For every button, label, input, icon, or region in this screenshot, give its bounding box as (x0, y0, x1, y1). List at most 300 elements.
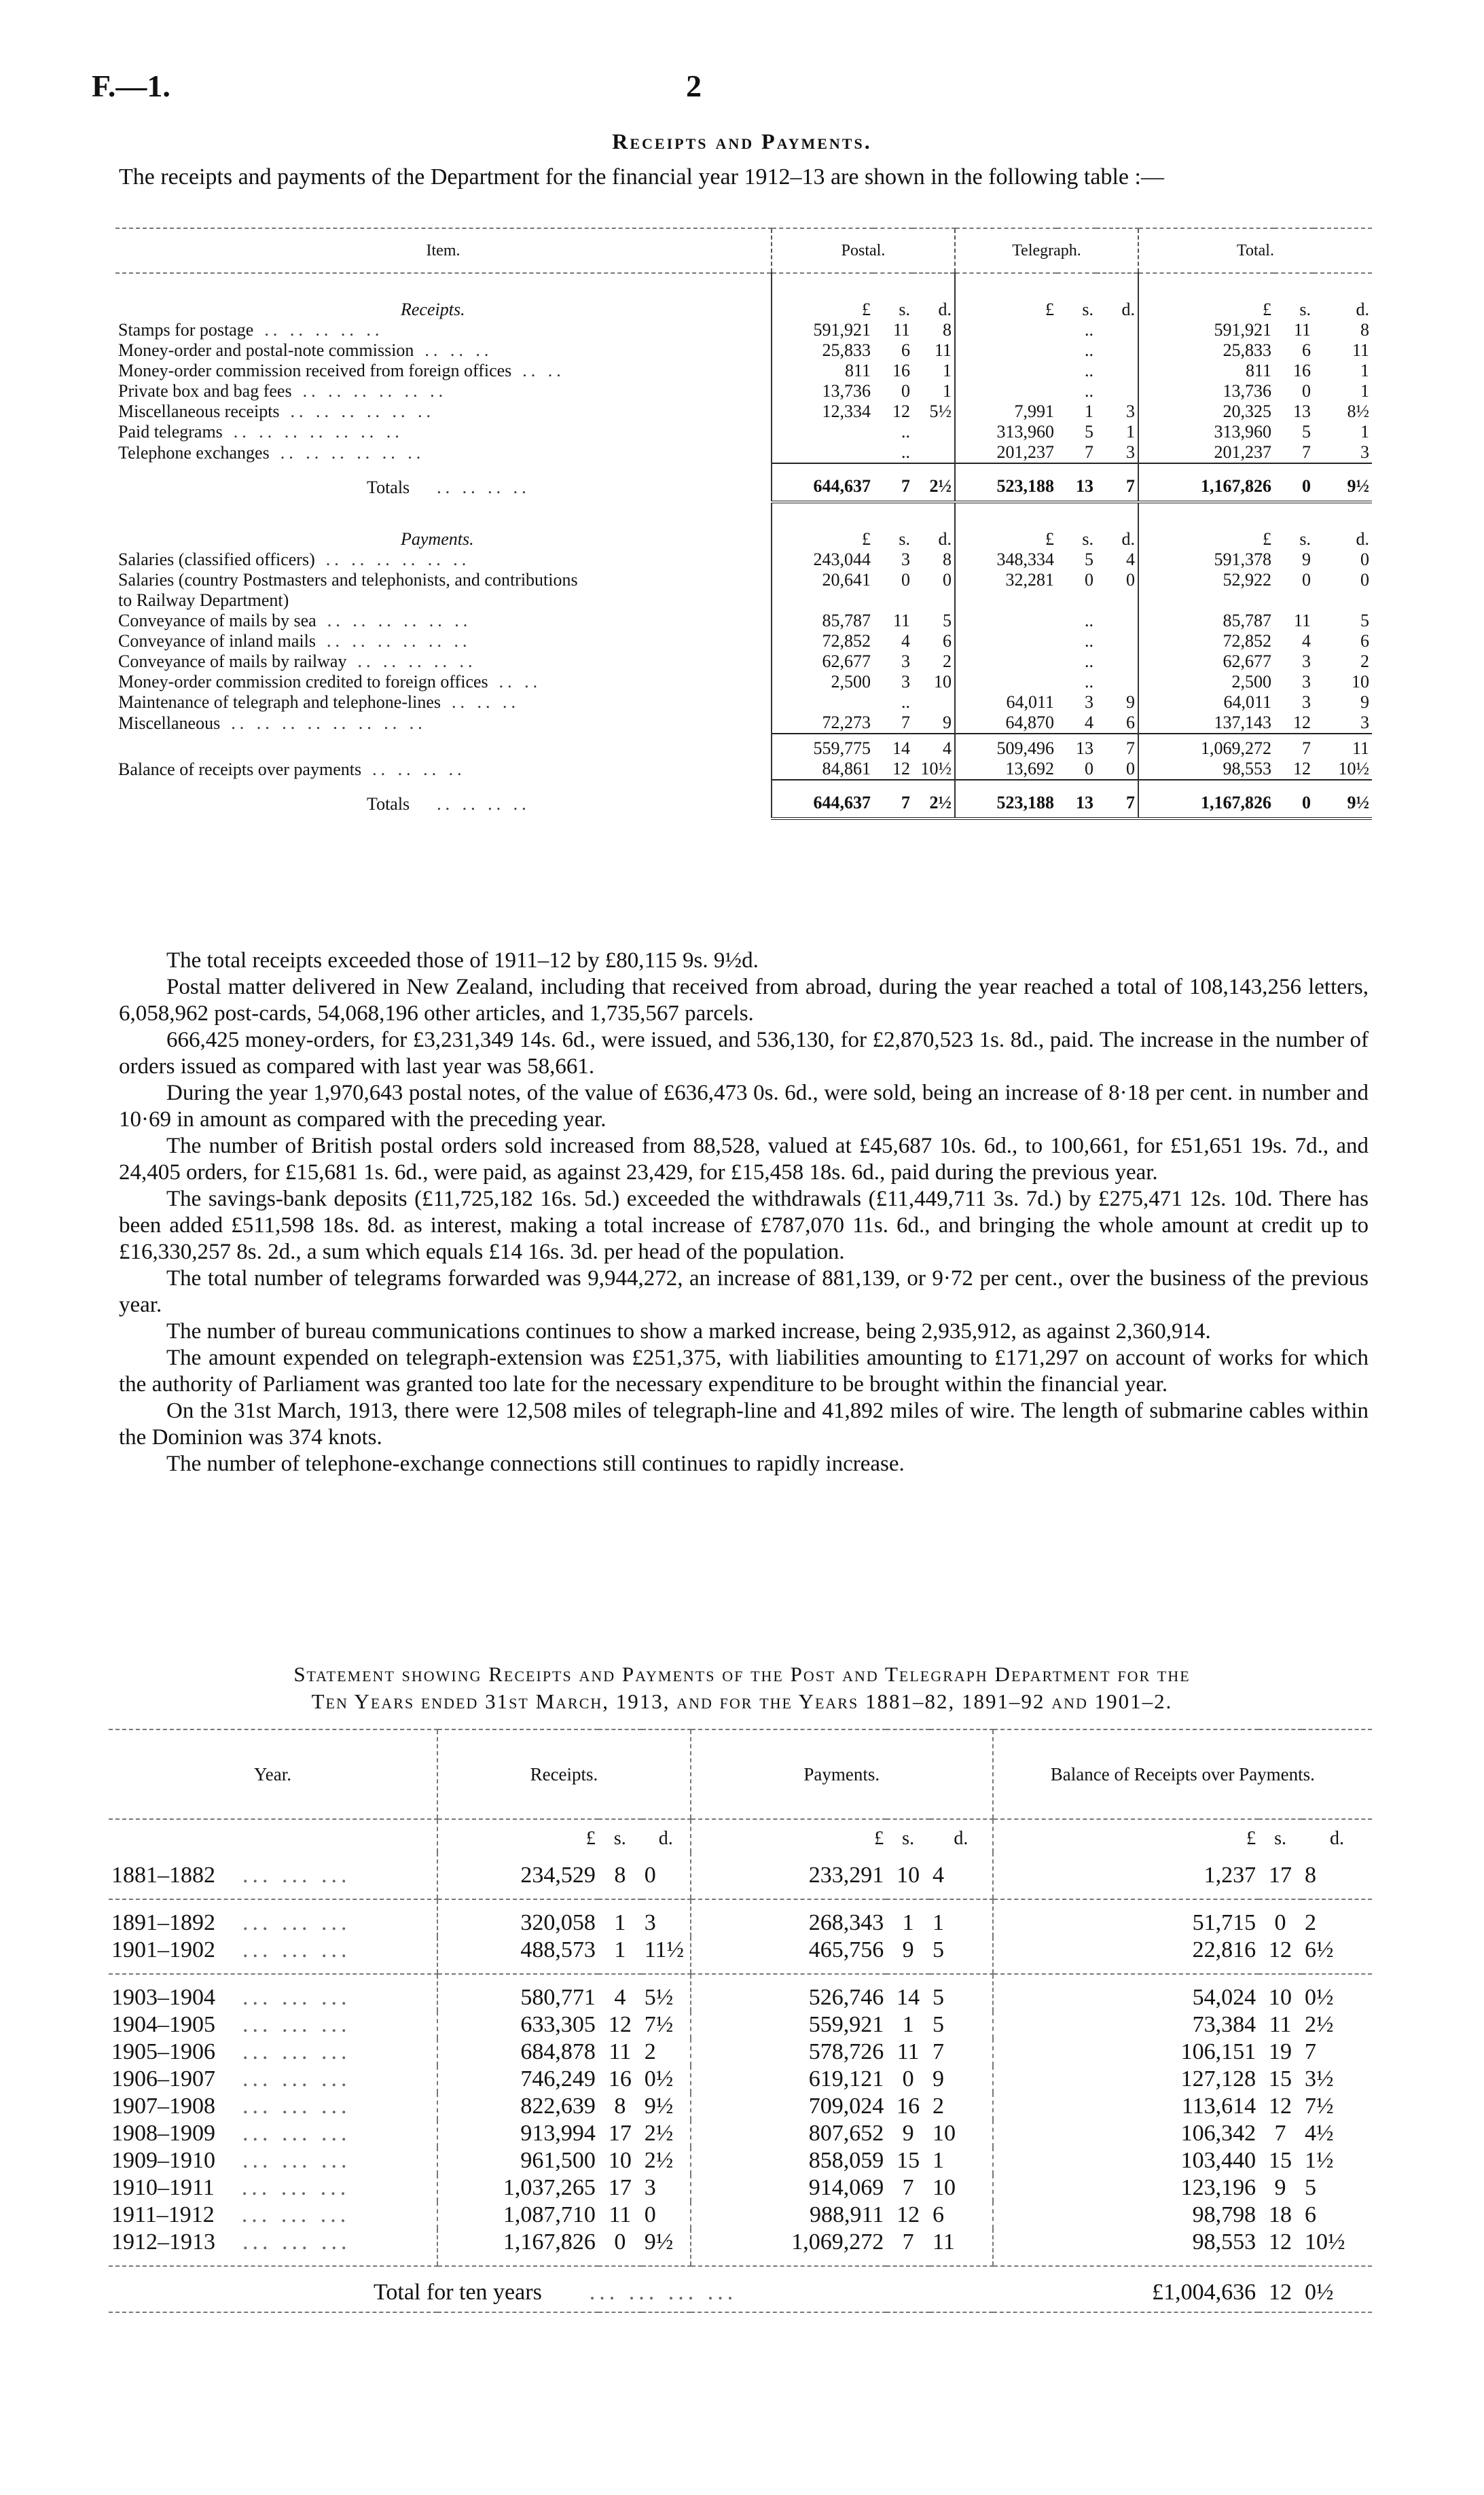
body-text (119, 948, 1369, 1477)
amount-cell: 465,756 (691, 1937, 886, 1974)
amount-cell: 591,921 (1138, 320, 1274, 340)
amount-cell: .. (1085, 631, 1093, 651)
paragraph: The number of bureau communications continues to show a marked increase, being 2,935,912, as against 2,360,914. (166, 1319, 1211, 1344)
amount-cell: 10 (934, 672, 952, 692)
amount-cell: 62,677 (1138, 651, 1274, 672)
amount-cell (1096, 361, 1138, 381)
amount-cell: 10 (1269, 1985, 1292, 2010)
subtotal-amount: 7 (1096, 734, 1138, 759)
amount-cell: 11 (609, 2039, 632, 2064)
amount-cell: 10 (886, 1852, 930, 1899)
year-label: 1906–1907 (111, 2066, 215, 2092)
currency-unit: d. (1329, 1828, 1344, 1849)
item-label (115, 570, 772, 590)
amount-cell: 6 (943, 631, 952, 651)
amount-cell: 4 (930, 1852, 993, 1899)
amount-cell: 98,798 (993, 2202, 1259, 2229)
paragraph: The amount expended on telegraph-extension was £251,375, with liabilities amounting to £171,297 on account of works for which the authority of Parliament was granted too late for the necessary expenditure to be brought within the financial year. (119, 1346, 1369, 1397)
amount-cell: 0 (902, 2066, 914, 2092)
col-header-receipts: Receipts. (437, 1729, 691, 1819)
amount-cell: .. (901, 422, 910, 442)
year-label: 1904–1905 (111, 2012, 215, 2037)
amount-cell: 5 (1360, 611, 1369, 630)
amount-cell: 7½ (1304, 2094, 1334, 2119)
amount-cell: 580,771 (437, 1974, 598, 2011)
amount-cell: 2 (644, 2039, 656, 2064)
amount-cell: 0½ (644, 2066, 674, 2092)
amount-cell: 0 (1085, 759, 1093, 778)
amount-cell: 8 (943, 320, 952, 340)
item-text: Paid telegrams (118, 422, 223, 442)
amount-cell: 3 (901, 672, 910, 692)
currency-unit: s. (1274, 1828, 1286, 1849)
currency-unit: £ (437, 1819, 598, 1852)
amount-cell: 5 (943, 611, 952, 630)
amount-cell: 16 (892, 361, 910, 380)
amount-cell: 5 (1304, 2175, 1316, 2200)
amount-cell: 64,011 (955, 692, 1057, 713)
leader-dots: ... ... ... (242, 2148, 351, 2173)
amount-cell: 811 (772, 361, 873, 381)
leader-dots: .. .. (522, 361, 565, 380)
amount-cell: 3 (1126, 442, 1135, 462)
amount-cell: 22,816 (993, 1937, 1259, 1974)
item-label (115, 692, 772, 713)
leader-dots: .. .. .. (452, 692, 520, 712)
amount-cell: 0 (644, 2202, 656, 2227)
amount-cell: 15 (1269, 2066, 1292, 2092)
currency-unit: £ (772, 273, 873, 320)
amount-cell (772, 692, 873, 713)
receipt-row (115, 422, 1372, 442)
section-title: Receipts and Payments. (612, 129, 872, 154)
amount-cell: 8 (1302, 1852, 1372, 1899)
amount-cell (955, 631, 1057, 651)
year-cell (109, 1974, 437, 2011)
total-text: Total for ten years (374, 2280, 542, 2305)
year-label: 1909–1910 (111, 2148, 215, 2173)
item-label (115, 550, 772, 570)
amount-cell: 578,726 (691, 2039, 886, 2066)
amount-cell (955, 361, 1057, 381)
spacer-cell (109, 1819, 437, 1852)
table-header-row (109, 1729, 1372, 1819)
receipt-row (115, 381, 1372, 401)
amount-cell: 348,334 (955, 550, 1057, 570)
leader-dots: .. .. .. (424, 340, 493, 360)
amount-cell: 0 (901, 570, 910, 590)
amount-cell: 2½ (644, 2121, 674, 2146)
leader-dots: .. .. .. .. .. .. .. (233, 422, 403, 442)
amount-cell: 84,861 (772, 759, 873, 780)
total-label (115, 780, 772, 819)
amount-cell: 52,922 (1138, 570, 1274, 590)
amount-cell (772, 442, 873, 463)
leader-dots: ... ... ... (242, 1910, 351, 1935)
amount-cell: 201,237 (1138, 442, 1274, 463)
amount-cell: 5 (933, 1985, 945, 2010)
item-label (115, 651, 772, 672)
amount-cell: 72,273 (772, 713, 873, 734)
paragraph: 666,425 money-orders, for £3,231,349 14s. 6d., were issued, and 536,130, for £2,870,523 1s. 8d., paid. The increase in the number of orders issued as compared with last year was 58,661. (119, 1028, 1369, 1079)
currency-unit: d. (658, 1828, 673, 1849)
year-cell (109, 1937, 437, 1974)
amount-cell: 19 (1269, 2039, 1292, 2064)
item-text: Money-order commission credited to foreign offices (118, 672, 488, 692)
statement-heading (0, 1661, 1484, 1715)
year-row (109, 1937, 1372, 1974)
amount-cell: 6 (1304, 2202, 1316, 2227)
total-amount: 7 (1096, 780, 1138, 819)
amount-cell (1096, 611, 1138, 631)
amount-cell: 5 (1302, 422, 1311, 442)
amount-cell: 123,196 (993, 2174, 1259, 2202)
payment-row (115, 631, 1372, 651)
year-cell (109, 2147, 437, 2174)
amount-cell: 1 (1360, 381, 1369, 401)
year-row (109, 2202, 1372, 2229)
payment-row (115, 550, 1372, 570)
leader-dots: .. .. .. .. .. .. (325, 550, 471, 569)
currency-unit: s. (899, 300, 910, 319)
amount-cell: 1 (1360, 361, 1369, 380)
amount-cell: 1 (1126, 422, 1135, 442)
amount-cell: 17 (608, 2121, 632, 2146)
total-label (115, 463, 772, 502)
amount-cell: .. (1085, 611, 1093, 630)
amount-cell: 14 (897, 1985, 920, 2010)
year-label: 1911–1912 (111, 2202, 215, 2227)
amount-cell: 8 (943, 550, 952, 569)
currency-unit: s. (1299, 529, 1311, 549)
amount-cell: 6 (1126, 713, 1135, 732)
amount-cell: 3 (1302, 692, 1311, 712)
amount-cell (1096, 320, 1138, 340)
amount-cell: 12 (1293, 713, 1311, 732)
amount-cell: 3 (644, 2175, 656, 2200)
subtotal-amount: 1,069,272 (1138, 734, 1274, 759)
item-text: Miscellaneous receipts (118, 401, 280, 421)
year-row (109, 1899, 1372, 1937)
amount-cell: 85,787 (1138, 611, 1274, 631)
amount-cell: 811 (1138, 361, 1274, 381)
amount-cell: 1,069,272 (691, 2229, 886, 2266)
amount-cell: 16 (1293, 361, 1311, 380)
page-number: 2 (686, 69, 702, 103)
year-row (109, 1852, 1372, 1899)
amount-cell: .. (1085, 340, 1093, 360)
amount-cell: 10½ (1338, 759, 1369, 778)
currency-unit: d. (938, 529, 952, 549)
amount-cell: 526,746 (691, 1974, 886, 2011)
amount-cell: 9 (1126, 692, 1135, 712)
amount-cell: 11 (892, 320, 910, 340)
amount-cell: 1 (902, 1910, 914, 1935)
payment-row (115, 713, 1372, 734)
amount-cell: 54,024 (993, 1974, 1259, 2011)
total-amount: 7 (873, 780, 913, 819)
payment-row (115, 570, 1372, 590)
item-text: Salaries (country Postmasters and telephonists, and contributions (118, 570, 578, 590)
item-label (115, 759, 772, 780)
currency-unit: s. (902, 1828, 915, 1849)
leader-dots: ... ... ... (242, 1985, 351, 2010)
amount-cell: .. (1085, 672, 1093, 692)
amount-cell: 98,553 (993, 2229, 1259, 2266)
year-label: 1901–1902 (111, 1937, 215, 1962)
leader-dots: ... ... ... (242, 2039, 351, 2064)
amount-cell: 4 (614, 1985, 626, 2010)
amount-cell: 106,151 (993, 2039, 1259, 2066)
item-text: Conveyance of mails by railway (118, 651, 347, 671)
amount-cell: 25,833 (772, 340, 873, 361)
amount-cell: 1 (1085, 401, 1093, 421)
statement-line-2: Ten Years ended 31st March, 1913, and for the Years 1881–82, 1891–92 and 1901–2. (311, 1689, 1173, 1713)
item-text: Conveyance of inland mails (118, 631, 316, 651)
year-row (109, 2174, 1372, 2202)
leader-dots: ... ... ... ... (589, 2280, 738, 2305)
col-header-item: Item. (115, 228, 772, 273)
amount-cell: 684,878 (437, 2039, 598, 2066)
item-label (115, 401, 772, 422)
year-cell (109, 2066, 437, 2093)
amount-cell (1096, 381, 1138, 401)
year-row (109, 2039, 1372, 2066)
amount-cell: 12 (897, 2202, 920, 2227)
currency-unit: s. (1082, 529, 1093, 549)
amount-cell: 2 (933, 2094, 945, 2119)
currency-unit: £ (1138, 502, 1274, 550)
amount-cell (913, 590, 955, 611)
amount-cell: 13,736 (1138, 381, 1274, 401)
subtotal-amount: 13 (1057, 734, 1096, 759)
amount-cell: 9 (902, 2121, 914, 2146)
year-cell (109, 2039, 437, 2066)
amount-cell: 7 (902, 2175, 914, 2200)
year-label: 1905–1906 (111, 2039, 215, 2064)
section-heading: Payments. (401, 529, 474, 549)
amount-cell: 72,852 (772, 631, 873, 651)
amount-cell: 11 (897, 2039, 920, 2064)
amount-cell: 64,011 (1138, 692, 1274, 713)
amount-cell: 2½ (1304, 2012, 1334, 2037)
amount-cell: 103,440 (993, 2147, 1259, 2174)
amount-cell: 11 (1293, 611, 1311, 630)
amount-cell: 16 (608, 2066, 632, 2092)
amount-cell: 2 (1360, 651, 1369, 671)
amount-cell: 1,167,826 (437, 2229, 598, 2266)
currency-unit: s. (899, 529, 910, 549)
amount-cell: 2,500 (1138, 672, 1274, 692)
currency-unit: £ (772, 502, 873, 550)
leader-dots: ... ... ... (242, 2229, 351, 2255)
subtotal-amount: 14 (873, 734, 913, 759)
amount-cell (1138, 590, 1274, 611)
amount-cell: 7,991 (955, 401, 1057, 422)
total-amount: 7 (873, 463, 913, 502)
amount-cell: 6 (933, 2202, 945, 2227)
amount-cell: 0 (1274, 1910, 1286, 1935)
total-label (109, 2266, 993, 2312)
year-cell (109, 2202, 437, 2229)
ten-year-total-row (109, 2266, 1372, 2312)
amount-cell: 0 (1126, 759, 1135, 778)
total-amount: 9½ (1314, 780, 1372, 819)
amount-cell: 7 (933, 2039, 945, 2064)
amount-cell: 6 (1360, 631, 1369, 651)
year-label: 1908–1909 (111, 2121, 215, 2146)
amount-cell: 5 (1085, 422, 1093, 442)
item-text: Money-order commission received from foreign offices (118, 361, 512, 380)
paragraph: The savings-bank deposits (£11,725,182 16s. 5d.) exceeded the withdrawals (£11,449,711 3s. 7d.) by £275,471 12s. 10d. There has been added £511,598 18s. 8d. as interest, making a total increase of £787,070 11s. 6d., and bringing the whole amount at credit up to £16,330,257 8s. 2d., a sum which equals £14 16s. 3d. per head of the population. (119, 1187, 1369, 1264)
amount-cell: 3 (1302, 672, 1311, 692)
amount-cell: 3 (1360, 442, 1369, 462)
amount-cell: 4 (1085, 713, 1093, 732)
amount-cell: 7 (901, 713, 910, 732)
amount-cell: 5½ (644, 1985, 674, 2010)
currency-unit: d. (1121, 529, 1135, 549)
col-header-postal: Postal. (772, 228, 955, 273)
amount-cell: 0 (1360, 570, 1369, 590)
amount-cell: 9 (1302, 550, 1311, 569)
item-label (115, 611, 772, 631)
currency-unit: s. (613, 1828, 626, 1849)
amount-cell: 9 (1274, 2175, 1286, 2200)
leader-dots: .. .. .. .. (437, 794, 530, 814)
amount-cell: 559,921 (691, 2011, 886, 2039)
year-cell (109, 1899, 437, 1937)
amount-cell: 268,343 (691, 1899, 886, 1937)
amount-cell: 746,249 (437, 2066, 598, 2093)
amount-cell: 0 (1302, 570, 1311, 590)
item-label (115, 361, 772, 381)
amount-cell: 73,384 (993, 2011, 1259, 2039)
amount-cell: 11 (934, 340, 952, 360)
paragraph: Postal matter delivered in New Zealand, including that received from abroad, during the year reached a total of 108,143,256 letters, 6,058,962 post-cards, 54,068,196 other articles, and 1,735,567 parcels. (119, 975, 1369, 1026)
amount-cell: 0 (642, 1852, 691, 1899)
amount-cell: 11 (930, 2229, 993, 2266)
subtotal-amount: 559,775 (772, 734, 873, 759)
payment-row (115, 692, 1372, 713)
amount-cell: 0½ (1304, 1985, 1334, 2010)
amount-cell: 1 (1360, 422, 1369, 442)
amount-cell: .. (901, 442, 910, 462)
total-amount: 523,188 (955, 463, 1057, 502)
total-amount: £1,004,636 (993, 2266, 1259, 2312)
amount-cell: 20,641 (772, 570, 873, 590)
total-amount: 12 (1259, 2266, 1302, 2312)
payments-total-row (115, 780, 1372, 819)
amount-cell (1314, 590, 1372, 611)
amount-cell: 72,852 (1138, 631, 1274, 651)
amount-cell: 9 (886, 1937, 930, 1974)
amount-cell: 3 (1085, 692, 1093, 712)
amount-cell: 201,237 (955, 442, 1057, 463)
year-row (109, 2011, 1372, 2039)
amount-cell: 1 (902, 2012, 914, 2037)
amount-cell: 6½ (1302, 1937, 1372, 1974)
amount-cell: 12 (1259, 1937, 1302, 1974)
amount-cell: 9½ (644, 2094, 674, 2119)
amount-cell: 11 (1352, 340, 1369, 360)
amount-cell (1057, 590, 1096, 611)
year-label: 1912–1913 (111, 2229, 215, 2255)
section-heading-row (115, 273, 1372, 320)
amount-cell: 10 (933, 2121, 956, 2146)
total-amount: 0 (1274, 780, 1314, 819)
leader-dots: .. .. .. .. .. .. (302, 381, 448, 401)
amount-cell: 10 (933, 2175, 956, 2200)
year-row (109, 2229, 1372, 2266)
amount-cell: 7 (1274, 2121, 1286, 2146)
amount-cell: 7 (1085, 442, 1093, 462)
amount-cell (955, 611, 1057, 631)
total-amount: 644,637 (772, 463, 873, 502)
amount-cell (955, 340, 1057, 361)
year-row (109, 2093, 1372, 2120)
year-label: 1910–1911 (111, 2175, 215, 2200)
item-text: Miscellaneous (118, 713, 221, 733)
amount-cell: 313,960 (955, 422, 1057, 442)
amount-cell: 0 (1302, 381, 1311, 401)
amount-cell: 2,500 (772, 672, 873, 692)
currency-unit: d. (1121, 300, 1135, 319)
amount-cell: 5½ (929, 401, 952, 421)
amount-cell: 1½ (1304, 2148, 1334, 2173)
amount-cell: 12,334 (772, 401, 873, 422)
amount-cell: 3 (1360, 713, 1369, 732)
subtotal-amount: 4 (913, 734, 955, 759)
year-cell (109, 2120, 437, 2147)
amount-cell: 15 (897, 2148, 920, 2173)
amount-cell: 1 (598, 1937, 642, 1974)
balance-row (115, 759, 1372, 780)
amount-cell: 0 (901, 381, 910, 401)
amount-cell: 0 (1085, 570, 1093, 590)
amount-cell (1096, 340, 1138, 361)
amount-cell (772, 422, 873, 442)
paragraph: During the year 1,970,643 postal notes, of the value of £636,473 0s. 6d., were sold, being an increase of 8·18 per cent. in number and 10·69 in amount as compared with the preceding year. (119, 1081, 1369, 1132)
item-text: Telephone exchanges (118, 443, 270, 463)
amount-cell: 62,677 (772, 651, 873, 672)
item-text: Maintenance of telegraph and telephone-lines (118, 692, 441, 712)
section-heading-row (115, 502, 1372, 550)
subtotal-amount: 7 (1274, 734, 1314, 759)
currency-unit: £ (955, 502, 1057, 550)
amount-cell: 0 (943, 570, 952, 590)
item-text: Balance of receipts over payments (118, 759, 362, 779)
amount-cell: 11 (609, 2202, 632, 2227)
subtotal-amount: 509,496 (955, 734, 1057, 759)
amount-cell: 7½ (644, 2012, 674, 2037)
amount-cell (955, 590, 1057, 611)
leader-dots: .. .. .. .. .. .. (280, 443, 425, 463)
col-header-telegraph: Telegraph. (955, 228, 1138, 273)
amount-cell: 64,870 (955, 713, 1057, 734)
amount-cell (873, 590, 913, 611)
currency-unit: £ (691, 1819, 886, 1852)
currency-unit: £ (1138, 273, 1274, 320)
statement-line-1: Statement showing Receipts and Payments of the Post and Telegraph Department for the (293, 1662, 1191, 1686)
item-label (115, 590, 772, 611)
amount-cell: 3 (901, 550, 910, 569)
amount-cell: 234,529 (437, 1852, 598, 1899)
amount-cell: 320,058 (437, 1899, 598, 1937)
currency-unit: d. (954, 1828, 969, 1849)
amount-cell (913, 442, 955, 463)
currency-row (109, 1819, 1372, 1852)
amount-cell: 12 (1259, 2229, 1302, 2266)
